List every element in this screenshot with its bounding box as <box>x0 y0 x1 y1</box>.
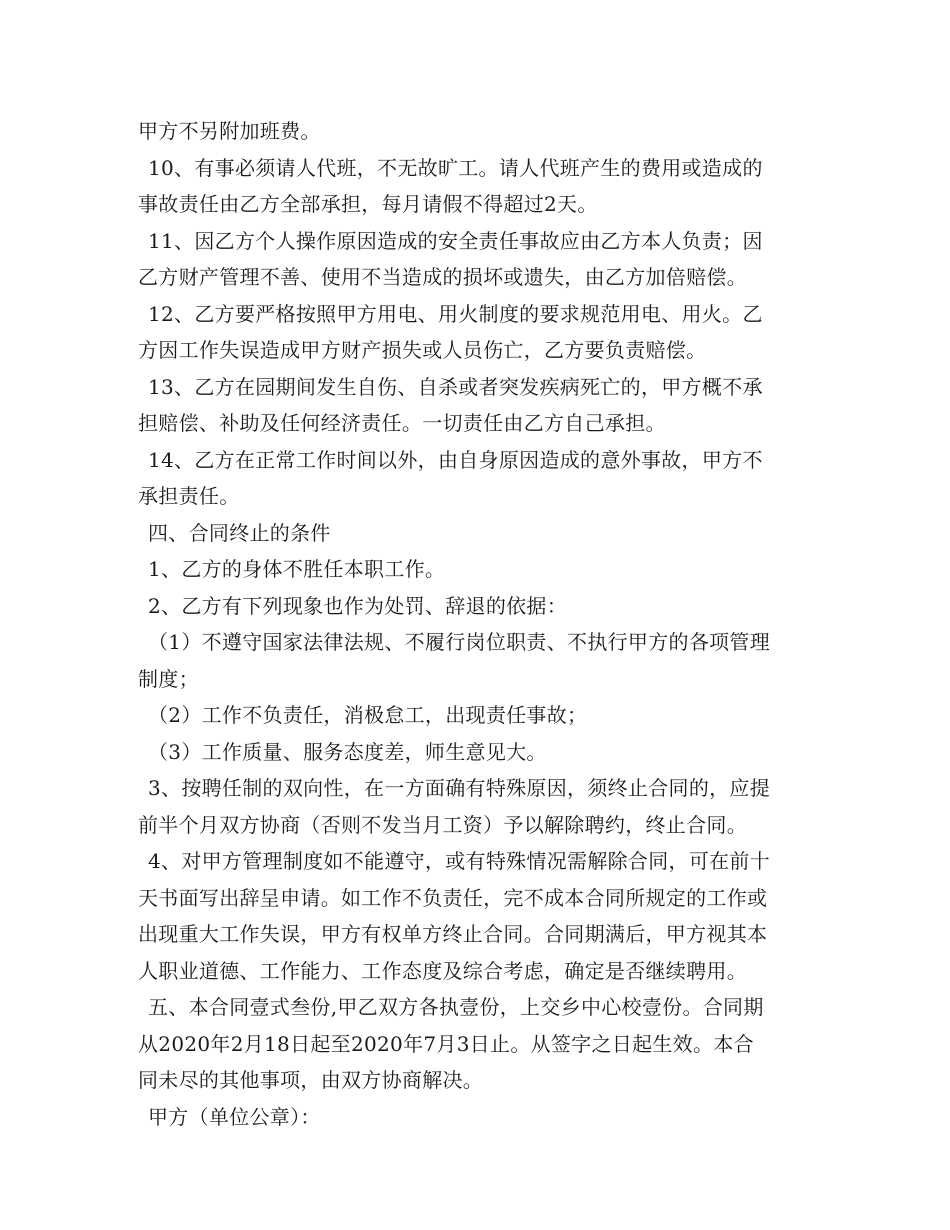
text-line: 乙方财产管理不善、使用不当造成的损坏或遗失，由乙方加倍赔偿。 <box>138 265 747 289</box>
text-line: 10、有事必须请人代班，不无故旷工。请人代班产生的费用或造成的 <box>148 155 763 180</box>
text-line: 担赔偿、补助及任何经济责任。一切责任由乙方自己承担。 <box>138 411 666 435</box>
text-line: 前半个月双方协商（否则不发当月工资）予以解除聘约，终止合同。 <box>138 812 747 837</box>
text-line: 2、乙方有下列现象也作为处罚、辞退的依据： <box>148 593 568 618</box>
text-line: （2）工作不负责任，消极怠工，出现责任事故； <box>148 703 588 727</box>
text-line: 同未尽的其他事项，由双方协商解决。 <box>138 1068 484 1092</box>
text-line: 3、按聘任制的双向性，在一方面确有特殊原因，须终止合同的，应提 <box>148 776 771 800</box>
text-line: 甲方不另附加班费。 <box>138 119 321 143</box>
text-line: 承担责任。 <box>138 484 240 508</box>
text-line: 制度； <box>138 666 199 691</box>
text-line: 13、乙方在园期间发生自伤、自杀或者突发疾病死亡的，甲方概不承 <box>148 374 763 399</box>
text-line: 1、乙方的身体不胜任本职工作。 <box>148 557 446 581</box>
section-heading: 五、本合同壹式叁份,甲乙双方各执壹份，上交乡中心校壹份。合同期 <box>148 995 764 1019</box>
text-line: 人职业道德、工作能力、工作态度及综合考虑，确定是否继续聘用。 <box>138 958 747 983</box>
text-line: （1）不遵守国家法律法规、不履行岗位职责、不执行甲方的各项管理 <box>148 630 771 654</box>
text-line: 天书面写出辞呈申请。如工作不负责任，完不成本合同所规定的工作或 <box>138 885 768 910</box>
text-line: 11、因乙方个人操作原因造成的安全责任事故应由乙方本人负责；因 <box>148 228 763 253</box>
document-page <box>138 113 818 1135</box>
text-line: 出现重大工作失误，甲方有权单方终止合同。合同期满后，甲方视其本 <box>138 922 768 946</box>
section-heading: 四、合同终止的条件 <box>148 520 331 545</box>
text-line: 14、乙方在正常工作时间以外，由自身原因造成的意外事故，甲方不 <box>148 447 763 472</box>
text-line: 方因工作失误造成甲方财产损失或人员伤亡，乙方要负责赔偿。 <box>138 338 707 362</box>
text-line: 事故责任由乙方全部承担，每月请假不得超过2天。 <box>138 192 598 216</box>
text-line: 4、对甲方管理制度如不能遵守，或有特殊情况需解除合同，可在前十 <box>148 849 771 873</box>
signature-label: 甲方（单位公章）： <box>148 1104 321 1129</box>
text-line: 从2020年2月18日起至2020年7月3日止。从签字之日起生效。本合 <box>138 1031 754 1056</box>
text-line: （3）工作质量、服务态度差，师生意见大。 <box>148 739 547 764</box>
text-line: 12、乙方要严格按照甲方用电、用火制度的要求规范用电、用火。乙 <box>148 301 763 326</box>
